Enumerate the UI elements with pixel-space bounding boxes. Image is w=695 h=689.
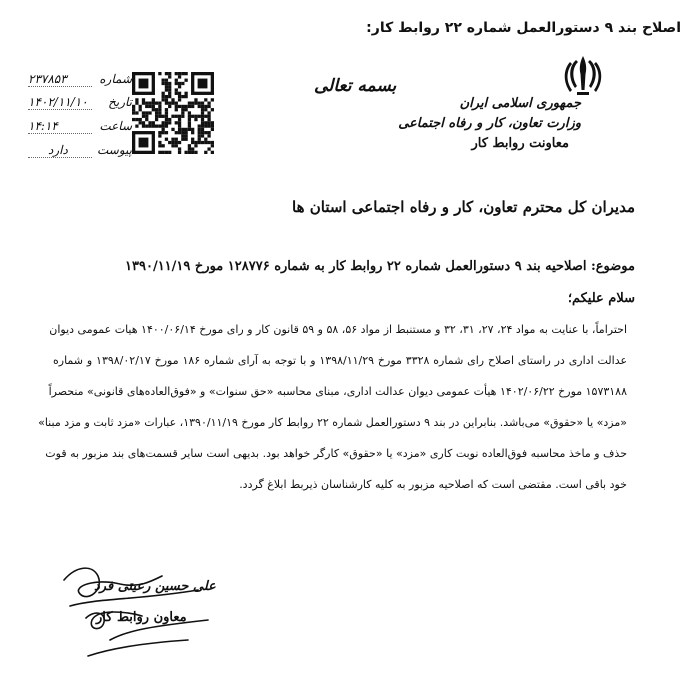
ministry-line-3: معاونت روابط کار xyxy=(471,136,569,151)
page-title: اصلاح بند ۹ دستورالعمل شماره ۲۲ روابط کار: xyxy=(366,20,681,36)
attachment-label: پیوست xyxy=(97,143,132,157)
meta-number xyxy=(28,72,132,92)
body-line: عدالت اداری در راستای اصلاح رای شماره ۳۳۲۸ مورخ ۱۳۹۸/۱۱/۲۹ و با توجه به آرای شماره ۱۸۶ مورخ ۱۳۹۸/۰۲/۱۷ و شماره xyxy=(53,354,628,367)
date-value: ۱۴۰۲/۱۱/۱۰ xyxy=(28,95,88,109)
subject-line: موضوع: اصلاحیه بند ۹ دستورالعمل شماره ۲۲ روابط کار به شماره ۱۲۸۷۷۶ مورخ ۱۳۹۰/۱۱/۱۹ xyxy=(125,259,635,274)
qr-code xyxy=(132,72,214,154)
time-label: ساعت xyxy=(99,119,132,133)
ministry-line-2: وزارت تعاون، کار و رفاه اجتماعی xyxy=(398,116,581,131)
attachment-value: دارد xyxy=(48,143,68,157)
body-line: خود باقی است. مقتضی است که اصلاحیه مزبور به کلیه کارشناسان ذیربط ابلاغ گردد. xyxy=(239,478,627,491)
letter-document xyxy=(14,44,681,684)
greeting: سلام علیکم؛ xyxy=(567,291,635,306)
number-value: ۲۳۷۸۵۳ xyxy=(28,72,67,86)
body-line: ۱۵۷۳۱۸۸ مورخ ۱۴۰۲/۰۶/۲۲ هیأت عمومی دیوان عدالت اداری، مبنای محاسبه «حق سنوات» و «فوق‌العاده‌های قانونی» منحصراً xyxy=(48,385,627,398)
meta-attachment xyxy=(28,143,132,163)
body-line: حذف و ماخذ محاسبه فوق‌العاده نوبت کاری «مزد» یا «حقوق» کارگر خواهد بود. بدیهی است سایر قسمت‌های بند مزبور به قوت xyxy=(45,447,627,460)
time-value: ۱۴:۱۴ xyxy=(28,119,58,133)
signer-title: معاون روابط کار xyxy=(96,610,187,625)
body-line: احتراماً، با عنایت به مواد ۲۴، ۲۷، ۳۱، ۳۲ و مستنبط از مواد ۵۶، ۵۸ و ۵۹ قانون کار و رای مورخ ۱۴۰۰/۰۶/۱۴ هیات عمومی دیوان xyxy=(49,323,627,336)
meta-time xyxy=(28,119,132,139)
body-line: «مزد» یا «حقوق» می‌باشد. بنابراین در بند ۹ دستورالعمل شماره ۲۲ روابط کار مورخ ۱۳۹۰/۱۱/۱۹، عبارات «مزد ثابت و مزد مبنا» xyxy=(38,416,627,429)
iran-emblem-icon xyxy=(561,52,605,98)
number-label: شماره xyxy=(99,72,132,86)
meta-date xyxy=(28,95,132,115)
date-label: تاریخ xyxy=(108,95,132,109)
signer-name: علی حسین رعیتی فرد xyxy=(94,579,216,594)
recipient: مدیران کل محترم تعاون، کار و رفاه اجتماعی استان ها xyxy=(292,198,635,216)
ministry-line-1: جمهوری اسلامی ایران xyxy=(459,96,581,111)
bismillah: بسمه تعالی xyxy=(314,76,397,96)
